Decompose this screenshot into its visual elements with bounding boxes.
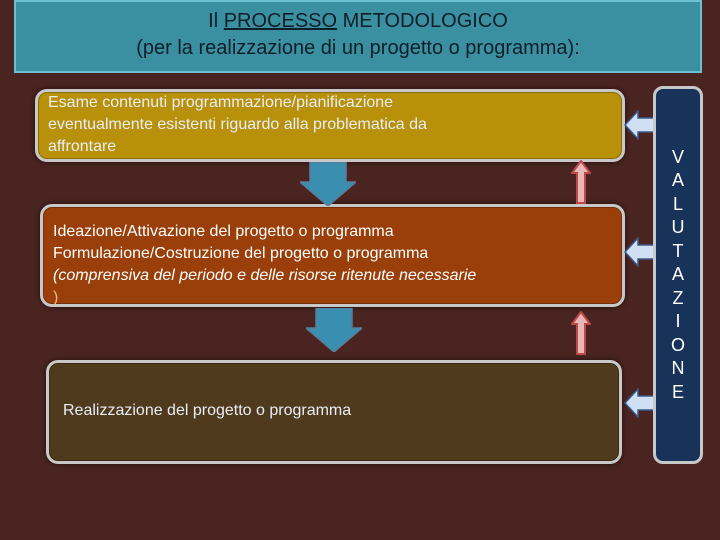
step-text-line: Formulazione/Costruzione del progetto o programma bbox=[53, 245, 429, 262]
step-text-line: Realizzazione del progetto o programma bbox=[63, 402, 352, 419]
step-box-realizzazione bbox=[46, 360, 622, 464]
down-arrow-icon bbox=[306, 308, 362, 352]
valutazione-letter: E bbox=[671, 381, 684, 402]
valutazione-letter: U bbox=[671, 217, 685, 238]
step-text-line: eventualmente esistenti riguardo alla problematica da bbox=[48, 116, 427, 133]
up-arrow-icon bbox=[571, 311, 591, 355]
italic-close-paren: ) bbox=[53, 289, 59, 306]
title-underlined-word: PROCESSO bbox=[223, 10, 338, 32]
step-text-line: Ideazione/Attivazione del progetto o programma bbox=[53, 223, 394, 240]
italic-note: (comprensiva del periodo e delle risorse ritenute necessarie bbox=[53, 267, 477, 284]
title-suffix: METODOLOGICO bbox=[337, 10, 508, 32]
valutazione-letter: I bbox=[675, 311, 681, 332]
step-text-line: affrontare bbox=[48, 138, 117, 155]
step-text-line-italic bbox=[53, 265, 612, 309]
valutazione-letter: O bbox=[670, 334, 685, 355]
valutazione-letter: T bbox=[672, 240, 684, 261]
valutazione-letter: L bbox=[672, 193, 683, 214]
valutazione-letter: Z bbox=[672, 287, 684, 308]
up-arrow-icon bbox=[571, 160, 591, 204]
page-title bbox=[16, 8, 700, 34]
valutazione-letter: A bbox=[671, 264, 684, 285]
title-prefix: Il bbox=[208, 10, 224, 32]
step-box-esame bbox=[35, 89, 625, 162]
valutazione-letter: V bbox=[671, 146, 684, 167]
valutazione-letter: N bbox=[671, 358, 685, 379]
step-box-ideazione bbox=[40, 204, 625, 307]
title-banner bbox=[14, 0, 702, 73]
step-text-line: Esame contenuti programmazione/pianificazione bbox=[48, 94, 394, 111]
valutazione-letter: A bbox=[671, 170, 684, 191]
down-arrow-icon bbox=[300, 162, 356, 206]
page-subtitle: (per la realizzazione di un progetto o programma): bbox=[136, 37, 580, 59]
valutazione-bar bbox=[653, 86, 703, 464]
